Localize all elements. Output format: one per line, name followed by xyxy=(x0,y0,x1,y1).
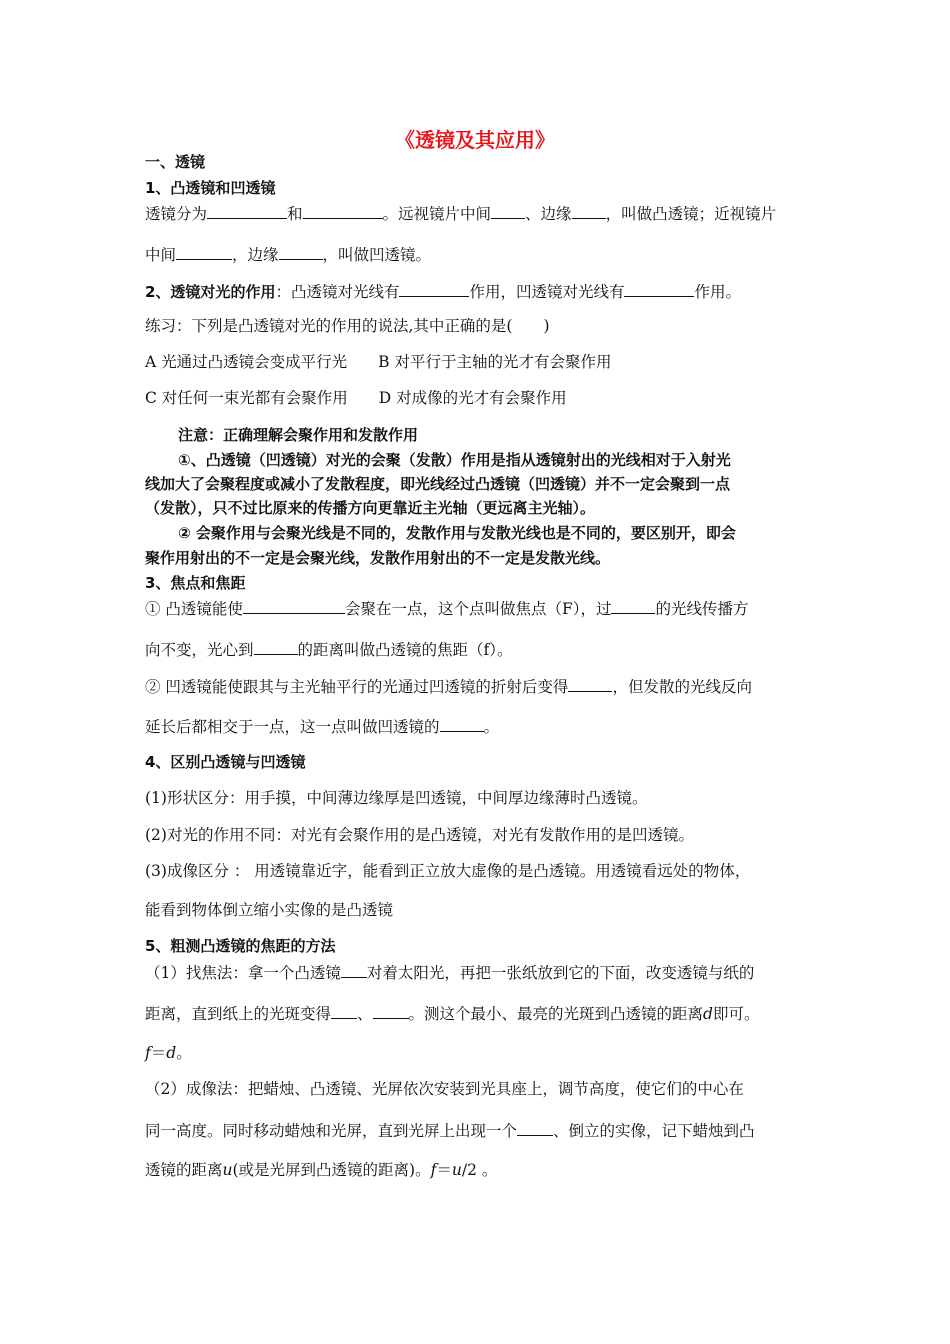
text-fragment: 。 xyxy=(483,718,500,736)
paragraph-line: (2)对光的作用不同：对光有会聚作用的是凸透镜，对光有发散作用的是凹透镜。 xyxy=(145,826,694,844)
paragraph-line xyxy=(145,203,776,224)
text-fragment: 。测这个最小、最亮的光斑到凸透镜的距离 xyxy=(408,1005,704,1023)
text-fragment: (或是光屏到凸透镜的距离)。 xyxy=(232,1161,431,1179)
text-fragment: 中间 xyxy=(145,246,177,264)
variable-u: u xyxy=(451,1161,462,1179)
text-fragment: 即可。 xyxy=(712,1005,760,1023)
paragraph-line xyxy=(145,639,513,660)
text-fragment: 作用，凹透镜对光线有 xyxy=(469,283,625,301)
note-heading: 注意：正确理解会聚作用和发散作用 xyxy=(178,426,419,444)
paragraph-line xyxy=(145,1160,497,1180)
paragraph-line xyxy=(145,598,748,619)
note-line: 线加大了会聚程度或减小了发散程度，即光线经过凸透镜（凹透镜）并不一定会聚到一点 xyxy=(145,475,731,493)
text-fragment: /2 。 xyxy=(461,1161,498,1179)
fill-blank xyxy=(243,598,345,614)
paragraph-line: （2）成像法：把蜡烛、凸透镜、光屏依次安装到光具座上，调节高度，使它们的中心在 xyxy=(145,1080,744,1098)
fill-blank xyxy=(207,203,287,219)
text-fragment: 会聚在一点，这个点叫做焦点（F），过 xyxy=(344,600,612,618)
text-fragment: 对着太阳光，再把一张纸放到它的下面，改变透镜与纸的 xyxy=(366,964,755,982)
text-fragment: ＝ xyxy=(436,1161,452,1179)
variable-u: u xyxy=(222,1161,233,1179)
paragraph-line: 能看到物体倒立缩小实像的是凸透镜 xyxy=(145,901,394,919)
fill-blank xyxy=(279,244,323,260)
text-fragment: 作用。 xyxy=(694,283,741,301)
fill-blank xyxy=(611,598,655,614)
fill-blank xyxy=(440,716,484,732)
text-fragment: 。 xyxy=(176,1044,192,1062)
exercise-options-ab: A 光通过凸透镜会变成平行光 B 对平行于主轴的光才有会聚作用 xyxy=(145,353,612,371)
text-fragment: 、 xyxy=(357,1005,373,1023)
exercise-question: 练习：下列是凸透镜对光的作用的说法,其中正确的是( ) xyxy=(145,317,550,335)
fill-blank xyxy=(254,639,298,655)
fill-blank xyxy=(176,244,232,260)
paragraph-line xyxy=(145,716,499,737)
paragraph-line: (3)成像区分 ： 用透镜靠近字，能看到正立放大虚像的是凸透镜。用透镜看远处的物体， xyxy=(145,862,751,880)
paragraph-line xyxy=(145,281,741,302)
subheading-distinguish: 4、区别凸透镜与凹透镜 xyxy=(145,753,306,771)
exercise-options-cd: C 对任何一束光都有会聚作用 D 对成像的光才有会聚作用 xyxy=(145,389,567,407)
note-line: （发散），只不过比原来的传播方向更靠近主光轴（更远离主光轴）。 xyxy=(145,499,596,517)
fill-blank xyxy=(331,1003,357,1019)
fill-blank xyxy=(341,962,367,978)
formula-line xyxy=(145,1043,192,1063)
text-fragment: ① 凸透镜能使 xyxy=(145,600,243,618)
variable-f: f xyxy=(145,1044,151,1062)
fill-blank xyxy=(624,281,694,297)
text-fragment: 。远视镜片中间 xyxy=(382,205,492,223)
paragraph-line xyxy=(145,1120,755,1141)
fill-blank xyxy=(399,281,469,297)
variable-f: f xyxy=(430,1161,437,1179)
subheading-measure-focal: 5、粗测凸透镜的焦距的方法 xyxy=(145,937,336,955)
paragraph-line xyxy=(145,962,754,983)
fill-blank xyxy=(491,203,525,219)
text-fragment: （1）找焦法：拿一个凸透镜 xyxy=(145,964,341,982)
paragraph-line: (1)形状区分：用手摸，中间薄边缘厚是凹透镜，中间厚边缘薄时凸透镜。 xyxy=(145,789,648,807)
text-fragment: 的距离叫做凸透镜的焦距（f）。 xyxy=(297,641,513,659)
text-fragment: 、边缘 xyxy=(525,205,572,223)
text-fragment: ，但发散的光线反向 xyxy=(612,678,752,696)
text-fragment: ＝ xyxy=(150,1044,167,1062)
text-fragment: 向不变，光心到 xyxy=(145,641,254,659)
text-fragment: 透镜的距离 xyxy=(145,1161,223,1179)
fill-blank xyxy=(517,1120,553,1136)
text-fragment: 延长后都相交于一点，这一点叫做凹透镜的 xyxy=(145,718,440,736)
subheading-lens-effect: 2、透镜对光的作用 xyxy=(145,283,276,301)
subheading-convex-concave: 1、凸透镜和凹透镜 xyxy=(145,179,276,197)
fill-blank xyxy=(572,203,606,219)
text-fragment: 的光线传播方 xyxy=(655,600,749,618)
paragraph-line xyxy=(145,676,752,697)
subheading-focus: 3、焦点和焦距 xyxy=(145,574,246,592)
variable-d: d xyxy=(703,1005,713,1023)
text-fragment: 、倒立的实像，记下蜡烛到凸 xyxy=(553,1122,755,1140)
fill-blank xyxy=(568,676,612,692)
paragraph-line xyxy=(145,1003,760,1024)
fill-blank xyxy=(373,1003,409,1019)
paragraph-line xyxy=(145,244,431,265)
note-line: ② 会聚作用与会聚光线是不同的，发散作用与发散光线也是不同的，要区别开，即会 xyxy=(178,524,736,542)
variable-d: d xyxy=(166,1044,177,1062)
section-heading-lens: 一、透镜 xyxy=(145,153,206,171)
text-fragment: 距离，直到纸上的光斑变得 xyxy=(145,1005,332,1023)
text-fragment: ，叫做凸透镜；近视镜片 xyxy=(605,205,777,223)
text-fragment: ：凸透镜对光线有 xyxy=(275,283,400,301)
text-fragment: ② 凹透镜能使跟其与主光轴平行的光通过凹透镜的折射后变得 xyxy=(145,678,569,696)
text-fragment: ，边缘 xyxy=(232,246,279,264)
text-fragment: ，叫做凹透镜。 xyxy=(322,246,432,264)
note-line: ①、凸透镜（凹透镜）对光的会聚（发散）作用是指从透镜射出的光线相对于入射光 xyxy=(178,451,731,469)
text-fragment: 同一高度。同时移动蜡烛和光屏，直到光屏上出现一个 xyxy=(145,1122,518,1140)
text-fragment: 透镜分为 xyxy=(145,205,208,223)
fill-blank xyxy=(303,203,383,219)
page-title: 《透镜及其应用》 xyxy=(395,128,555,152)
note-line: 聚作用射出的不一定是会聚光线，发散作用射出的不一定是发散光线。 xyxy=(145,549,611,567)
text-fragment: 和 xyxy=(287,205,303,223)
